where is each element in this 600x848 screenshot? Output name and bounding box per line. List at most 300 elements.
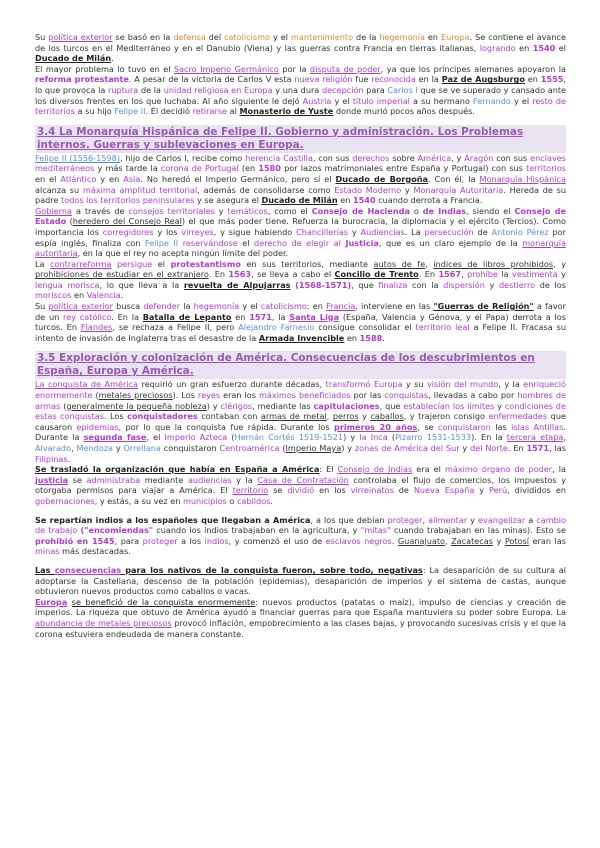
text-run: y los [153,226,182,237]
text-run: . Él decidió [145,106,193,117]
text-run: justicia [35,474,69,485]
text-run: catolicismo [224,32,271,42]
text-run: por lazos matrimoniales entre España y Portugal) con sus [280,163,527,174]
text-run: Atlántico [60,173,97,184]
text-run: cabildos [236,495,271,506]
text-run: , la [552,464,567,475]
text-run: consejos territoriales [128,205,215,216]
text-run: Su [35,301,49,312]
text-run: Justicia [345,237,379,248]
text-run: enfermedades [488,411,548,422]
text-run: conquistadores [127,411,198,422]
text-run: Ducado de Milán [261,195,338,206]
text-run: . En [507,443,527,453]
text-run: en sus territorios, mediante [240,258,374,269]
text-run: virreinatos [350,485,394,496]
text-run: Perú [489,485,508,496]
text-run: en [231,311,250,322]
text-run: 1540 [532,42,556,53]
text-run: y [557,269,566,280]
text-run: Europa [35,596,68,607]
text-run: , divididos en [507,485,566,496]
text-run: Mendoza [76,443,114,453]
text-run: eran los [220,390,259,401]
text-run: , lo que provoca la [35,74,566,95]
text-run: ( [66,216,73,227]
text-run: controlaba el flujo de comercios, los impuestos y otorgaba permisos para viajar a América. El [35,474,567,496]
text-run: dividió [287,485,315,496]
text-run: : La desaparición de su cultura al adoptarse la Castellana, descenso de la población (epidemias), desaparición de imperios y el sistema de castas, aunque obtuvieron nuevos productos como caballos o vacas. [35,564,566,597]
text-run: política exterior [48,32,113,42]
text-run: . [270,495,274,506]
text-run: con la [407,279,444,290]
text-run: por las [350,390,385,401]
text-run: 1555 [540,74,564,85]
text-run: moriscos [35,290,72,301]
text-run: temáticos [227,205,268,216]
text-run: revuelta de Alpujarras [183,279,291,290]
text-run: , y estás, a su vez en [94,495,183,506]
text-run: y en [96,173,124,184]
text-run: Alvarado [35,443,72,453]
text-run: Consejo de Hacienda [311,205,410,216]
text-run: en [344,332,360,343]
text-run: . En la [111,311,143,322]
text-run: para [363,84,388,95]
text-run: Se trasladó la organización que había en España a América [35,464,320,475]
text-run: Pizarro 1531-1533 [395,432,472,443]
text-run: . [391,535,398,546]
text-run: y [358,411,371,422]
text-run: ) y [206,400,221,411]
text-run: , la [271,311,290,322]
text-run: , por lo que la conquista fue rápida. Durante los [118,421,334,432]
text-run: . No heredó el Imperio Germánico, pero sí el [140,173,336,184]
text-run: condiciones de estas conquistas [35,400,566,422]
text-run: , que [351,279,379,290]
text-run: 1540 [352,195,376,206]
text-run: y una dura [272,84,322,95]
text-run: mediante [140,474,188,485]
text-run: de la [353,32,380,42]
text-run: ). En la [471,432,507,443]
text-run: persecución [424,226,474,237]
text-run: : nuevos productos (patatas o maíz), impulso de ciencias y creación de imperios. La riqueza que obtuvo de América ayudó a financiar guerras para que España mantuviera su poder sobre Europa. La [35,596,566,618]
text-run: máximos beneficiados [258,390,351,401]
text-run: que causaron [35,411,566,432]
text-run: a los [177,535,205,546]
text-run: de [473,226,492,237]
text-run: Audiencias [360,226,405,237]
text-run: abundancia de metales preciosos [35,617,172,628]
text-run: y se asegura el [194,195,262,206]
text-run: las [490,421,512,432]
text-run: . Durante la [35,421,566,443]
paragraph [35,464,566,506]
text-run: la Inca [359,432,388,443]
text-run: Fernando [473,95,511,106]
text-run: ( [60,400,67,411]
text-run: retirarse [192,106,228,117]
text-run: unidad religiosa en Europa [163,84,273,95]
text-run: Felipe II [144,237,179,248]
text-run: : en [306,301,327,312]
text-run: derecho de elegir al [254,237,346,248]
text-run: para los nativos de la conquista fueron, sobre todo, negativas [121,564,423,575]
text-run: índices de libros prohibidos [433,258,554,269]
section-3-4 [35,125,566,344]
text-run: Hernán Cortés 1519-1521 [234,432,344,443]
text-run: : El [319,464,338,475]
text-run: evangelizar [478,514,526,525]
text-run: máxima amplitud territorial [82,184,198,195]
text-run: proteger [387,514,423,525]
text-run: defender [143,301,181,312]
text-run: Monarquía Autoritaria [413,184,504,195]
text-run: provocó inflación, empobrecimiento a las clases bajas, y provocando sucesivas crisis y el que la corona estuviera endeudada de manera constante. [35,617,566,639]
text-run: cuando trabajaban en las minas). Esto se [390,525,567,536]
section-heading: 3.5 Exploración y colonización de América. Consecuencias de los descubrimientos en España, Europa y América. [35,351,566,379]
text-run: y el [331,95,353,106]
text-run: hegemonía [379,32,425,42]
text-run: , y la [498,379,524,390]
text-run: a su hermano [409,95,474,106]
text-run: que se ve superado y cansado ante los diversos frentes en los que luchaba. Al año siguiente le dejó [35,84,567,106]
text-run: cambio de trabajo [35,514,566,536]
text-run: requirió un gran esfuerzo durante décadas, [138,379,326,390]
text-run: conquistaron [437,421,491,432]
text-run: enriqueció enormemente [35,379,566,401]
text-run: metales preciosos [98,390,173,401]
text-run: la [180,301,194,312]
text-run: en el [35,173,61,184]
text-run: reforma protestante [35,74,129,85]
text-run: el [555,42,566,53]
text-run: gobernaciones [35,495,95,506]
text-run: disputa de poder [309,63,381,74]
text-run: audiencias [187,474,232,485]
text-run: corona de Portugal [160,163,239,174]
text-run: se [68,474,87,485]
text-run: Gobierna [35,205,73,216]
intro-block [35,32,566,117]
text-run: , [425,258,434,269]
text-run: , en la que el rey no acepta ningún límite del poder. [77,248,289,259]
text-run: era el [412,464,445,475]
text-run: 1588 [359,332,383,343]
text-run: Flandes [80,322,113,333]
text-run: . Con él, la [428,173,480,184]
text-run: La conquista de América [35,379,139,390]
text-run: reservándose [182,237,238,248]
text-run: , [326,411,333,422]
text-run: "Guerras de Religión" [433,301,534,312]
text-run: . A pesar de la victoria de Carlos V esta [128,74,295,85]
text-run: en la [415,74,442,85]
paragraph [35,64,566,117]
text-run: Monasterio de Yuste [239,106,334,117]
text-run: alimentar [428,514,468,525]
text-run: cuando los indios trabajaban en la agricultura, y [153,525,361,536]
text-run: decepción [321,84,364,95]
text-run: , con sus [312,152,353,163]
text-run: , y [451,152,465,163]
text-run: y más tarde la [94,163,161,174]
text-run: Valencia [86,290,121,301]
text-run: y el [270,32,291,42]
text-run: en [424,32,442,42]
text-run: Filipinas [35,453,68,464]
text-run: busca [112,301,144,312]
text-run: ( [279,443,286,453]
paragraph [35,597,566,639]
text-run: Antonio Pérez [491,226,549,237]
text-run: , como el [267,205,312,216]
text-run: administraba [86,474,141,485]
text-run: Consejo de Indias [337,464,413,475]
text-run: ("encomiendas" [80,525,154,536]
text-run: y el [510,95,533,106]
text-run: y su [402,379,427,390]
text-run: Felipe II (1556-1598) [35,152,121,163]
text-run: Asia [123,173,141,184]
text-run: consecuencias [54,564,122,575]
text-run: "mitas" [360,525,391,536]
text-run: se benefició de la conquista enormemente [71,596,256,607]
section-3-5 [35,351,566,639]
text-run: en [71,290,87,301]
text-run: capitulaciones [313,400,380,411]
text-run: El mayor problema lo tuvo en el [35,63,174,74]
text-run: vestimenta [512,269,558,280]
text-run: Potosí [504,535,530,546]
text-run: cuando derrota a Francia. [375,195,483,206]
text-run: finaliza [378,279,408,290]
text-run: en [524,74,541,85]
text-run: , llevadas a cabo por [428,390,518,401]
text-run: , que [379,400,404,411]
text-run: prohibiciones de estudiar en el extranjero [35,269,209,280]
text-run: Consejo de Estado [35,205,566,227]
text-run: . Hereda de su padre [35,184,566,206]
text-run: Europa [441,32,470,42]
text-run: proteger [142,535,178,546]
text-run: América [417,152,452,163]
text-run: nueva religión [294,74,353,85]
text-run: mantenimiento [290,32,354,42]
text-run: Nueva España [413,485,475,496]
text-run: hegemonía [193,301,240,312]
text-run: conquistaron [160,443,220,453]
text-run: máximo órgano de poder [444,464,553,475]
text-run: ( [227,432,235,443]
text-run: esclavos negros [325,535,392,546]
text-run: y [459,443,471,453]
text-run: del Norte [470,443,508,453]
text-run: , además de consolidarse como [197,184,335,195]
text-run: . [111,53,114,64]
text-run: por espía inglés, finaliza con [35,226,566,248]
text-run: La [35,258,51,269]
text-run: ruptura [107,84,139,95]
text-run: se [268,485,288,496]
text-run: política exterior [48,301,113,312]
text-run: Alejandro Farnesio [238,322,315,333]
text-run: Ducado de Milán [35,53,112,64]
text-run: en los [314,485,351,496]
text-run: , [71,443,77,453]
text-run: heredero del Consejo Real [72,216,182,227]
text-run: contaban con [197,411,261,422]
text-run: , y comenzó el uso de [228,535,326,546]
text-run: 1567 [438,269,462,280]
text-run: ( [387,432,396,443]
text-run: . En [208,269,229,280]
text-run: y [484,279,499,290]
text-run: Francia [326,301,356,312]
text-run: de Indias [422,205,467,216]
text-run: Ducado de Borgoña [335,173,429,184]
text-run: , lo que lleva a la [99,279,184,290]
text-run: , [563,432,566,443]
text-run: , [445,535,452,546]
text-run: Santa Liga [289,311,340,322]
text-run: prohibió en 1545 [35,535,115,546]
text-run: primeros 20 años [334,421,418,432]
text-run: , que es un claro ejemplo de la [378,237,523,248]
text-run: donde murió pocos años después. [333,106,475,117]
text-run: el [237,237,255,248]
text-run: , mediante las [252,400,314,411]
paragraph [35,259,566,301]
text-run: con sus [493,152,531,163]
text-run: generalmente la pequeña nobleza [66,400,207,411]
text-run: , y trajeron consigo [403,411,489,422]
text-run: conquistas [384,390,429,401]
text-run: eran las [529,535,567,546]
text-run: y [214,205,228,216]
text-run: Aragón [464,152,494,163]
text-run: sobre [389,152,418,163]
text-run: Casa de Contratación [257,474,349,485]
text-run: ) y [341,443,355,453]
text-run: rey católico [63,311,112,322]
text-run: Felipe II [114,106,146,117]
text-run: alcanza su [35,184,83,195]
text-run: visión del mundo [426,379,499,390]
text-run: de la [138,84,164,95]
text-run: caballos [370,411,404,422]
text-run: virreyes [181,226,214,237]
text-run: hombres de armas [35,390,566,411]
text-run: , se rechaza a Felipe II, pero [112,322,239,333]
text-run: . La [404,226,425,237]
text-run: , se [417,421,438,432]
text-run: reconocida [371,74,416,85]
text-run: el [152,258,171,269]
text-run: a favor de un [35,301,566,322]
text-run: por la [278,63,310,74]
text-run: y el [239,301,261,312]
text-run: consigue consolidar el [314,322,416,333]
text-run: resto de territorios [35,95,566,117]
text-run: establecían los límites [403,400,495,411]
text-run: 1563 [228,269,252,280]
paragraph [35,153,566,206]
paragraph [35,515,566,557]
text-run: Zacatecas [451,535,493,546]
text-run: a [525,514,537,525]
text-run: se basó en la [112,32,174,42]
text-run: 1580 [258,163,281,174]
paragraph [35,565,566,597]
text-run: , las [549,443,566,453]
text-run: Carlos I [387,84,418,95]
text-run: herencia Castilla [245,152,313,163]
text-run: . En [418,269,439,280]
paragraph [35,301,566,343]
text-run: Concilio de Trento [334,269,419,280]
text-run: Austria [302,95,332,106]
text-run: del [205,32,225,42]
text-run: a Felipe II. Fracasa su intento de invasión de Inglaterra tras el desastre de la [35,322,567,343]
text-run: corregidores [102,226,154,237]
text-run: minas [35,546,60,557]
text-run: Orrellana [123,443,161,453]
text-run: , para [114,535,143,546]
text-run: y [494,400,505,411]
text-run: territorio [232,485,269,496]
text-run: Armada Invencible [258,332,345,343]
text-run: Las [35,564,55,575]
text-run: Batalla de Lepanto [142,311,232,322]
text-run: monarquía autoritaria [35,237,567,259]
text-run: y [474,485,490,496]
text-run: , se lleva a cabo el [251,269,335,280]
text-run: logrando [479,42,516,53]
paragraph [35,32,566,64]
text-run: armas de metal [260,411,327,422]
text-run: , interviene en las [355,301,434,312]
text-run: en [515,42,533,53]
text-run: Se repartían indios a los españoles que llegaban a América [35,514,311,525]
text-run: , a los que debían [310,514,388,525]
text-run: (España, Valencia y Génova, y el Papa) derrota a los turcos. En [35,311,566,333]
text-run: Estado Moderno [334,184,402,195]
section-heading: 3.4 La Monarquía Hispánica de Felipe II. Gobierno y administración. Los Problemas internos. Guerras y sublevaciones en Europa. [35,125,566,153]
text-run: islas Antillas [511,421,564,432]
text-run: y [467,514,479,525]
text-run: y [492,535,505,546]
text-run: de los [535,279,566,290]
text-run: dispersión [443,279,485,290]
text-run: Sacro Imperio Germánico [173,63,279,74]
text-run: ) el que más poder tiene. Refuerza la burocracia, la diplomacia y el ejército (Tercios). Como importancia los [35,216,566,237]
paragraph [35,206,566,259]
text-run: Su [35,32,49,42]
text-run: Monarquía Hispánica [479,173,566,184]
text-run: la [497,269,513,280]
text-run: 1571 [249,311,272,322]
text-run: . [120,290,124,301]
text-run: destierro [498,279,536,290]
text-run: . Los [103,411,128,422]
text-run: al [227,106,240,117]
text-run: más destacadas. [59,546,131,557]
text-run: Centroamérica [219,443,280,453]
text-run: y [348,226,361,237]
text-run: enclaves mediterráneos [35,152,566,174]
